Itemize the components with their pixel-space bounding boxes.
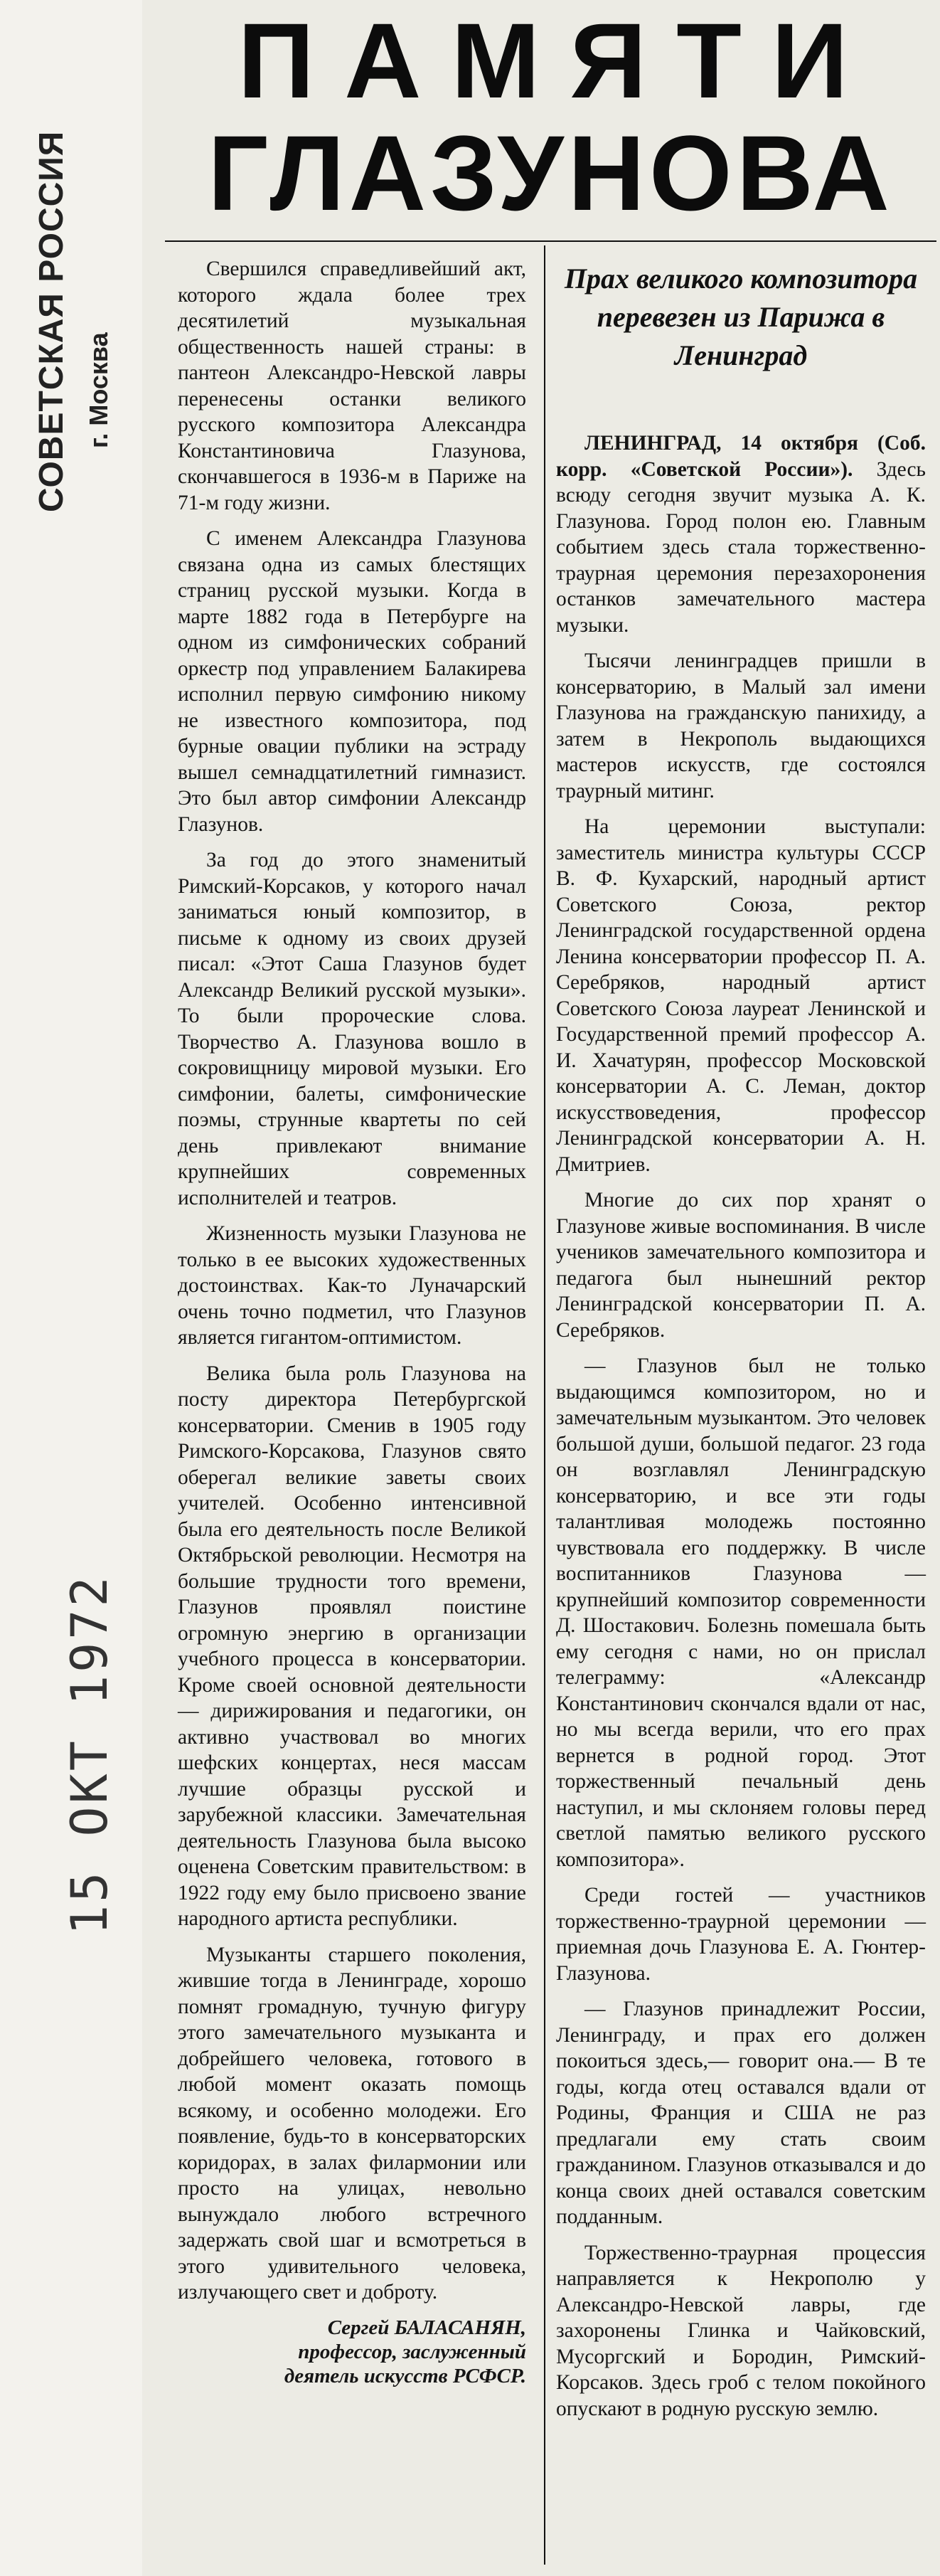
- headline-rule: [165, 240, 936, 242]
- right-paragraph-1-text: Здесь всюду сегодня звучит музыка А. К. Глазунова. Город полон ею. Главным событием здесь стала торжественно-траурная церемония перезахоронения останков замечательного мастера музыки.: [556, 457, 926, 637]
- right-paragraph-6: Среди гостей — участников торжественно-траурной церемонии — приемная дочь Глазунова Е. А. Гюнтер-Глазунова.: [556, 1884, 926, 1985]
- author-title-2: деятель искусств РСФСР.: [284, 2364, 526, 2387]
- newspaper-name-stamp: СОВЕТСКАЯ РОССИЯ: [33, 130, 70, 512]
- author-title-1: профессор, заслуженный: [298, 2340, 526, 2363]
- right-column: [556, 430, 926, 2432]
- date-stamp: 15 ОКТ 1972: [60, 1574, 119, 1935]
- report-subtitle: Прах великого композитора перевезен из Парижа в Ленинград: [564, 263, 918, 371]
- right-paragraph-8: Торжественно-траурная процессия направляется к Некрополю у Александро-Невской лавры, где захоронены Глинка и Чайковский, Мусоргский и Бородин, Римский-Корсаков. Здесь гроб с телом покойного опускают в родную русскую землю.: [556, 2241, 926, 2420]
- city-stamp: г. Москва: [84, 332, 113, 448]
- right-paragraph-7: — Глазунов принадлежит России, Ленинграду, и прах его должен покоиться здесь,— говорит она.— В те годы, когда отец оставался вдали от Родины, Франция и США не раз предлагали ему стать своим гражданином. Глазунов отказывался и до конца своих дней оставался советским подданным.: [556, 1998, 926, 2228]
- left-paragraph-2: С именем Александра Глазунова связана одна из самых блестящих страниц русской музыки. Когда в марте 1882 года в Петербурге на одном из симфонических собраний оркестр под управлением Балакирева исполнил первую симфонию никому не известного композитора, под бурные овации публики на эстраду вышел семнадцатилетний гимназист. Это был автор симфонии Александр Глазунов.: [178, 527, 526, 836]
- right-paragraph-1: [556, 430, 926, 638]
- headline-line-1: ПАМЯТИ: [237, 1, 878, 120]
- left-paragraph-1: Свершился справедливейший акт, которого ждала более трех десятилетий музыкальная общественность нашей страны: в пантеон Александро-Невской лавры перенесены останки великого русского композитора Александра Константиновича Глазунова, скончавшегося в 1936-м в Париже на 71-м году жизни.: [178, 258, 526, 514]
- headline-line-2: ГЛАЗУНОВА: [208, 113, 894, 233]
- right-paragraph-5: — Глазунов был не только выдающимся композитором, но и замечательным музыкантом. Это человек большой души, большой педагог. 23 года он возглавлял Ленинградскую консерваторию, и все эти годы талантливая молодежь постоянно чувствовала его поддержку. В числе воспитанников Глазунова — крупнейший композитор современности Д. Шостакович. Болезнь помешала быть ему сегодня с нами, но он прислал телеграмму: «Александр Константинович скончался вдали от нас, но мы всегда верили, что его прах вернется в родной город. Этот торжественный печальный день наступил, и мы склоняем головы перед светлой памятью великого русского композитора».: [556, 1355, 926, 1871]
- author-name: Сергей БАЛАСАНЯН,: [327, 2316, 526, 2339]
- headline: [165, 1, 936, 233]
- left-paragraph-3: За год до этого знаменитый Римский-Корсаков, у которого начал заниматься юный композитор, в письме к одному из своих друзей писал: «Этот Саша Глазунов будет Александр Великий русской музыки». То были пророческие слова. Творчество А. Глазунова вошло в сокровищницу мировой музыки. Его симфонии, балеты, симфонические поэмы, струнные квартеты по сей день привлекают внимание крупнейших современных исполнителей и театров.: [178, 849, 526, 1209]
- signature: [178, 2316, 526, 2388]
- right-paragraph-3: На церемонии выступали: заместитель министра культуры СССР В. Ф. Кухарский, народный артист Советского Союза, ректор Ленинградской государственной ордена Ленина консерватории профессор П. А. Серебряков, народный артист Советского Союза лауреат Ленинской и Государственной премий профессор А. И. Хачатурян, профессор Московской консерватории А. С. Леман, доктор искусствоведения, профессор Ленинградской консерватории А. Н. Дмитриев.: [556, 815, 926, 1176]
- left-paragraph-5: Велика была роль Глазунова на посту директора Петербургской консерватории. Сменив в 1905 году Римского-Корсакова, Глазунов свято оберегал великие заветы своих учителей. Особенно интенсивной была его деятельность после Великой Октябрьской революции. Несмотря на большие трудности того времени, Глазунов проявлял поистине огромную энергию в организации учебного процесса в консерватории. Кроме своей основной деятельности — дирижирования и педагогики, он активно участвовал во многих шефских концертах, неся массам лучшие образцы русской и зарубежной классики. Замечательная деятельность Глазунова была высоко оценена Советским правительством: в 1922 году ему было присвоено звание народного артиста республики.: [178, 1362, 526, 1930]
- left-column: [178, 256, 526, 2388]
- right-paragraph-4: Многие до сих пор хранят о Глазунове живые воспоминания. В числе учеников замечательного композитора и педагога был нынешний ректор Ленинградской консерватории П. А. Серебряков.: [556, 1189, 926, 1342]
- left-paragraph-6: Музыканты старшего поколения, жившие тогда в Ленинграде, хорошо помнят громадную, тучную фигуру этого замечательного музыканта и добрейшего человека, готового в любой момент оказать помощь всякому, и особенно молодежи. Его появление, будь-то в консерваторских коридорах, в залах филармонии или просто на улицах, невольно вынуждало любого встречного задержать свой шаг и всмотреться в этого удивительного человека, излучающего свет и доброту.: [178, 1943, 526, 2304]
- dateline: ЛЕНИНГРАД, 14 октября (Соб. корр. «Советской России»).: [556, 432, 926, 481]
- right-paragraph-2: Тысячи ленинградцев пришли в консерваторию, в Малый зал имени Глазунова на гражданскую панихиду, а затем в Некрополь выдающихся мастеров искусств, где состоялся траурный митинг.: [556, 650, 926, 802]
- column-divider: [544, 245, 545, 2565]
- left-paragraph-4: Жизненность музыки Глазунова не только в ее высоких художественных достоинствах. Как-то Луначарский очень точно подметил, что Глазунов является гигантом-оптимистом.: [178, 1222, 526, 1349]
